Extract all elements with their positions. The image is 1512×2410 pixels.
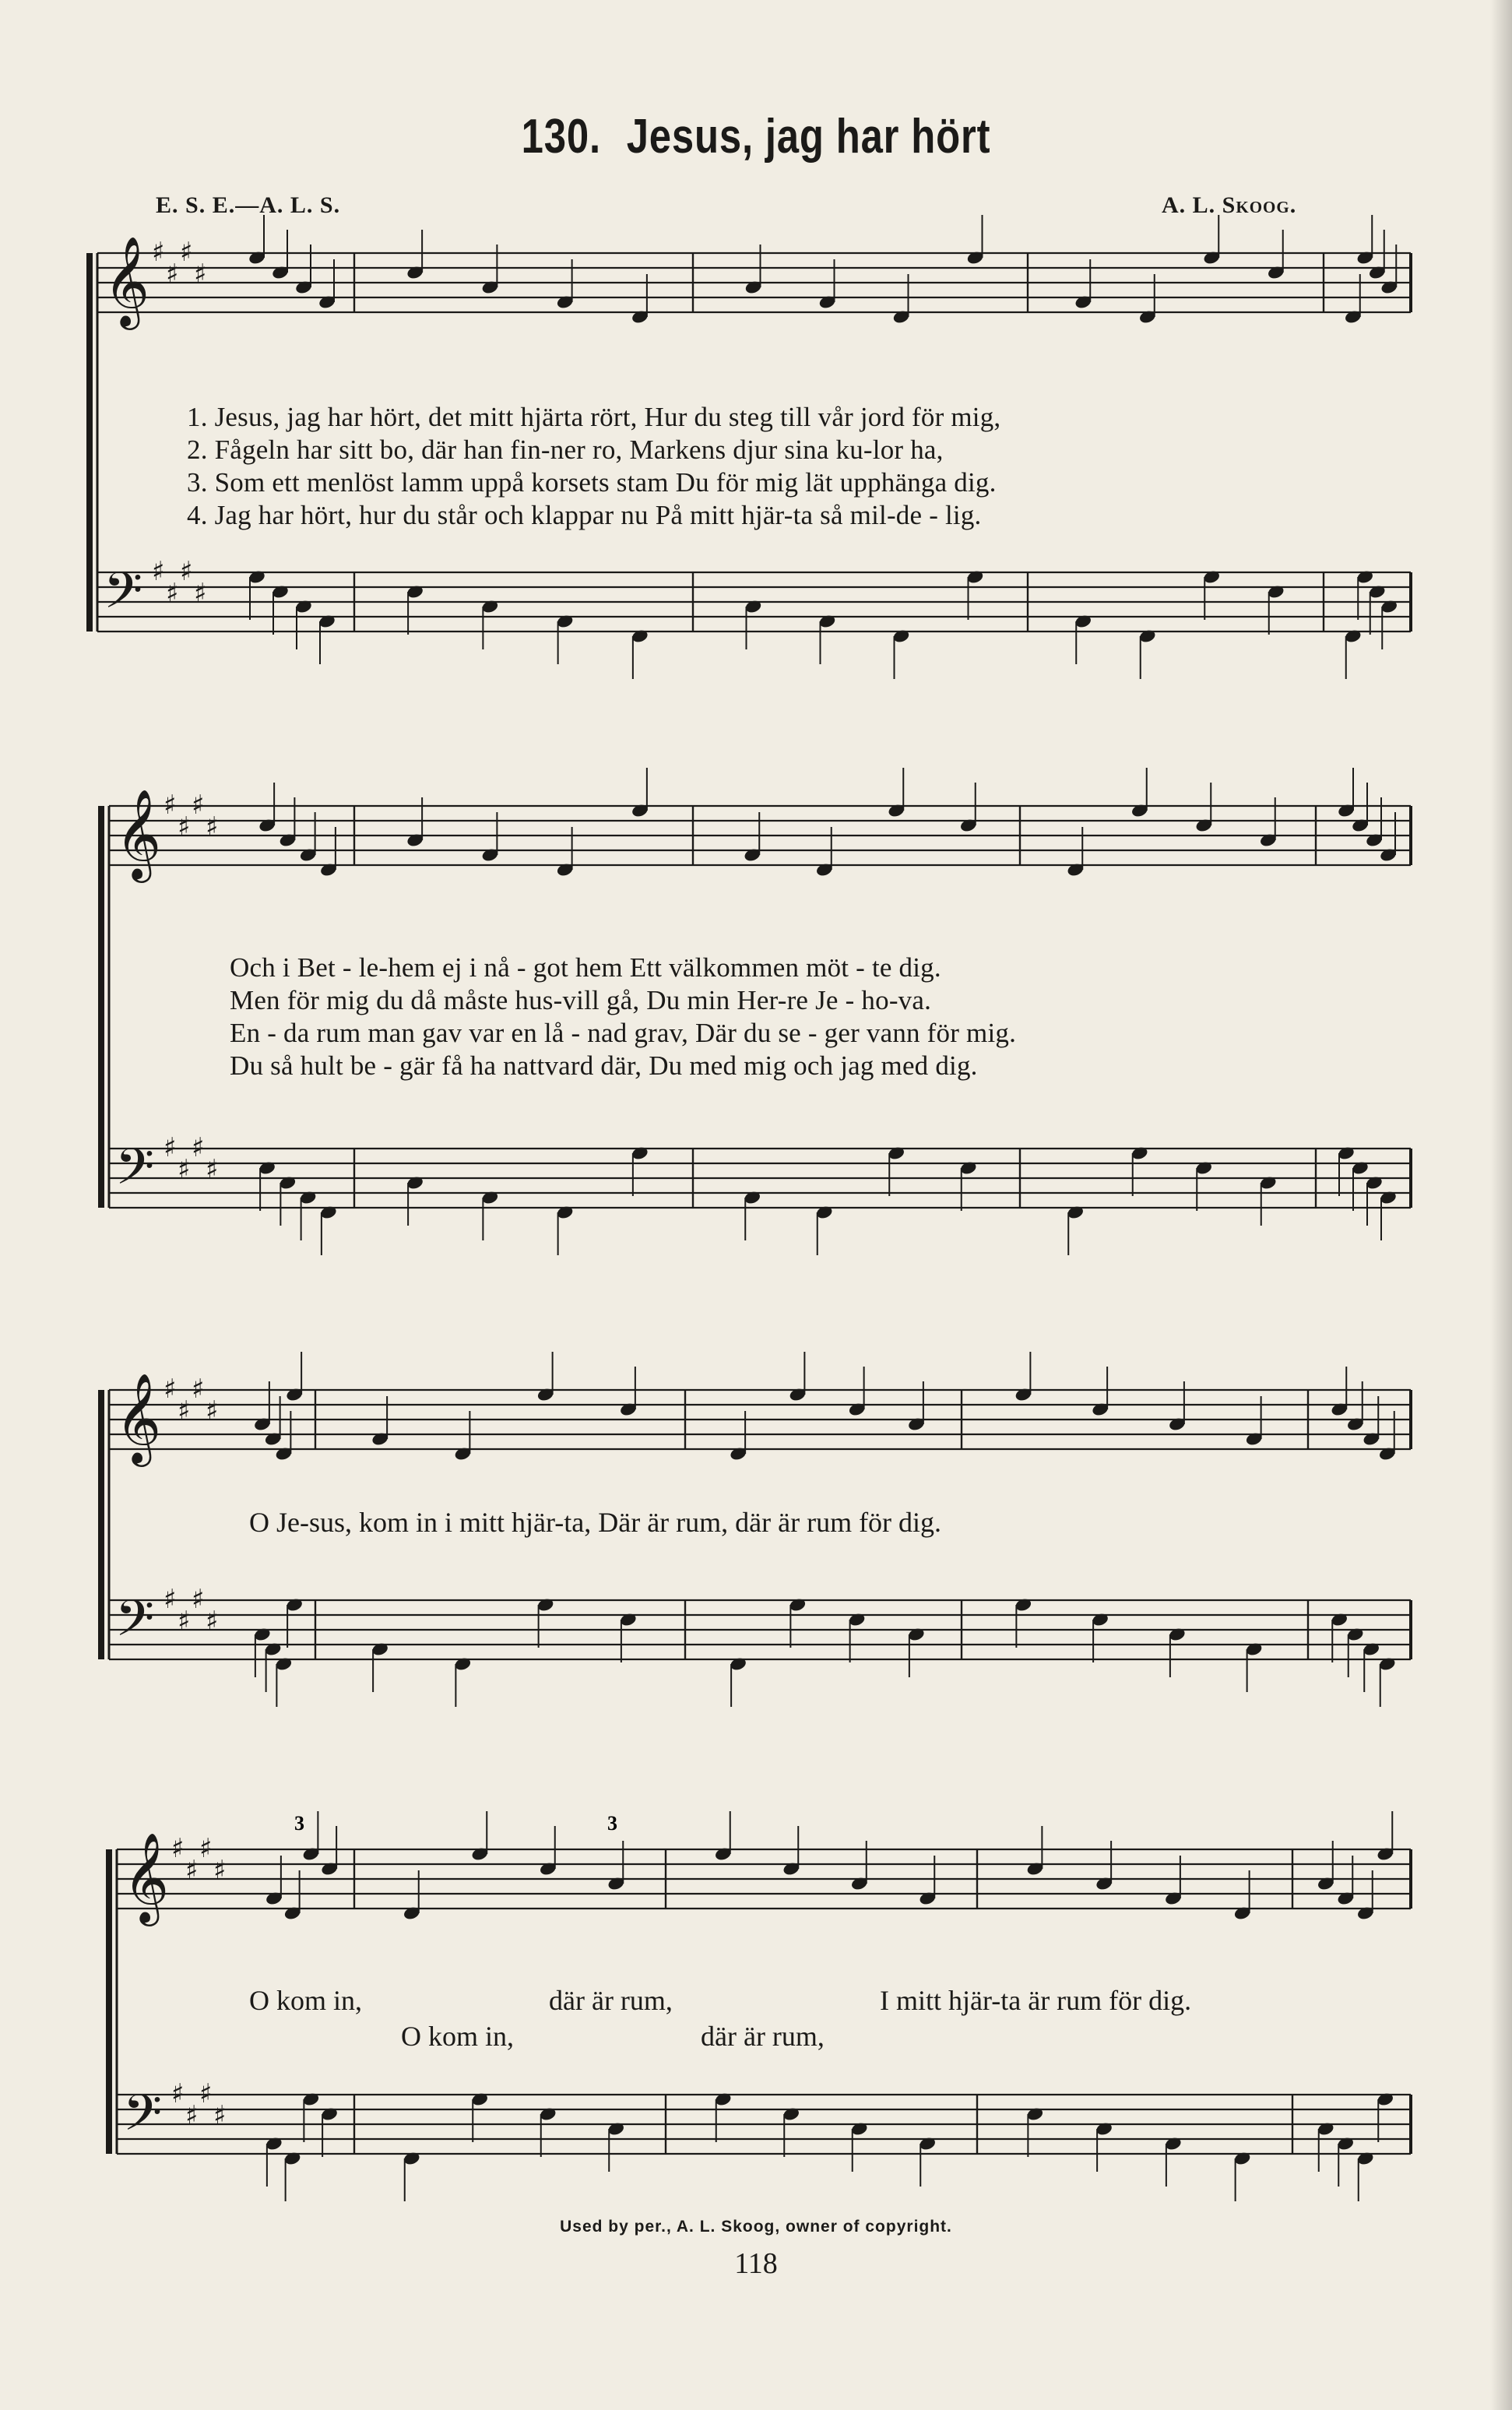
final-soprano-2: där är rum,: [549, 1985, 673, 2016]
verse-line-1: 1. Jesus, jag har hört, det mitt hjärta rört, Hur du steg till vår jord för mig,: [187, 402, 1001, 432]
sharp-sign: ♯: [192, 1374, 205, 1405]
verse-second-line-4: Du så hult be - gär få ha nattvard där, Du med mig och jag med dig.: [230, 1050, 978, 1081]
refrain-lyrics: O Je-sus, kom in i mitt hjär-ta, Där är rum, där är rum för dig.: [249, 1507, 942, 1538]
copyright-footnote: Used by per., A. L. Skoog, owner of copyright.: [560, 2218, 952, 2236]
verse-line-3: 3. Som ett menlöst lamm uppå korsets stam Du för mig lät upphänga dig.: [187, 467, 997, 498]
final-alto-1: O kom in,: [401, 2021, 515, 2052]
sharp-sign: ♯: [206, 1154, 219, 1185]
sharp-sign: ♯: [152, 237, 165, 268]
sharp-sign: ♯: [194, 578, 207, 609]
sharp-sign: ♯: [206, 811, 219, 843]
sharp-sign: ♯: [185, 1855, 199, 1886]
verse-second-line-2: Men för mig du då måste hus-vill gå, Du min Her-re Je - ho-va.: [230, 985, 932, 1015]
sharp-sign: ♯: [213, 1855, 227, 1886]
verse-lyrics: [187, 401, 1000, 532]
sharp-sign: ♯: [166, 259, 179, 290]
sharp-sign: ♯: [192, 1132, 205, 1163]
sharp-sign: ♯: [164, 1374, 177, 1405]
triplet-mark-2: 3: [294, 1812, 304, 1835]
treble-clef: 𝄞: [115, 1372, 162, 1463]
sharp-sign: ♯: [199, 1833, 213, 1864]
sharp-sign: ♯: [164, 1584, 177, 1615]
bass-clef: 𝄢: [104, 562, 143, 632]
music-credit: A. L. Skoog.: [1162, 192, 1297, 218]
sharp-sign: ♯: [152, 556, 165, 587]
bass-clef: 𝄢: [115, 1138, 155, 1209]
final-soprano-3: I mitt hjär-ta är rum för dig.: [880, 1985, 1192, 2016]
verse-lyrics-second-line: [230, 952, 1016, 1082]
sharp-sign: ♯: [178, 1154, 191, 1185]
triplet-mark-1: 3: [607, 1812, 617, 1835]
sharp-sign: ♯: [178, 1606, 191, 1637]
sharp-sign: ♯: [206, 1606, 219, 1637]
sharp-sign: ♯: [178, 811, 191, 843]
treble-clef: 𝄞: [123, 1831, 170, 1923]
verse-second-line-1: Och i Bet - le-hem ej i nå - got hem Ett välkommen möt - te dig.: [230, 952, 941, 983]
verse-line-2: 2. Fågeln har sitt bo, där han fin-ner ro, Markens djur sina ku-lor ha,: [187, 435, 944, 465]
final-soprano-1: O kom in,: [249, 1985, 363, 2016]
words-credit: E. S. E.—A. L. S.: [156, 192, 341, 218]
sharp-sign: ♯: [194, 259, 207, 290]
verse-line-4: 4. Jag har hört, hur du står och klappar nu På mitt hjär-ta så mil-de - lig.: [187, 500, 982, 530]
staff-lines: [90, 253, 1411, 2154]
sharp-sign: ♯: [171, 2078, 185, 2109]
sharp-sign: ♯: [199, 2078, 213, 2109]
hymn-number: 130.: [521, 110, 601, 164]
final-alto-2: där är rum,: [701, 2021, 825, 2052]
sharp-sign: ♯: [164, 1132, 177, 1163]
sharp-sign: ♯: [192, 790, 205, 821]
sharp-sign: ♯: [180, 237, 193, 268]
hymn-title-text: Jesus, jag har hört: [626, 110, 991, 164]
sharp-sign: ♯: [178, 1395, 191, 1427]
page-number: 118: [734, 2247, 778, 2280]
treble-clef: 𝄞: [115, 788, 162, 879]
treble-clef: 𝄞: [104, 235, 150, 326]
verse-second-line-3: En - da rum man gav var en lå - nad grav, Där du se - ger vann för mig.: [230, 1018, 1017, 1048]
sharp-sign: ♯: [164, 790, 177, 821]
sharp-sign: ♯: [192, 1584, 205, 1615]
bass-clef: 𝄢: [123, 2085, 163, 2155]
sharp-sign: ♯: [206, 1395, 219, 1427]
sharp-sign: ♯: [166, 578, 179, 609]
sharp-sign: ♯: [171, 1833, 185, 1864]
sharp-sign: ♯: [180, 556, 193, 587]
sharp-sign: ♯: [185, 2100, 199, 2131]
bass-clef: 𝄢: [115, 1590, 155, 1660]
sharp-sign: ♯: [213, 2100, 227, 2131]
